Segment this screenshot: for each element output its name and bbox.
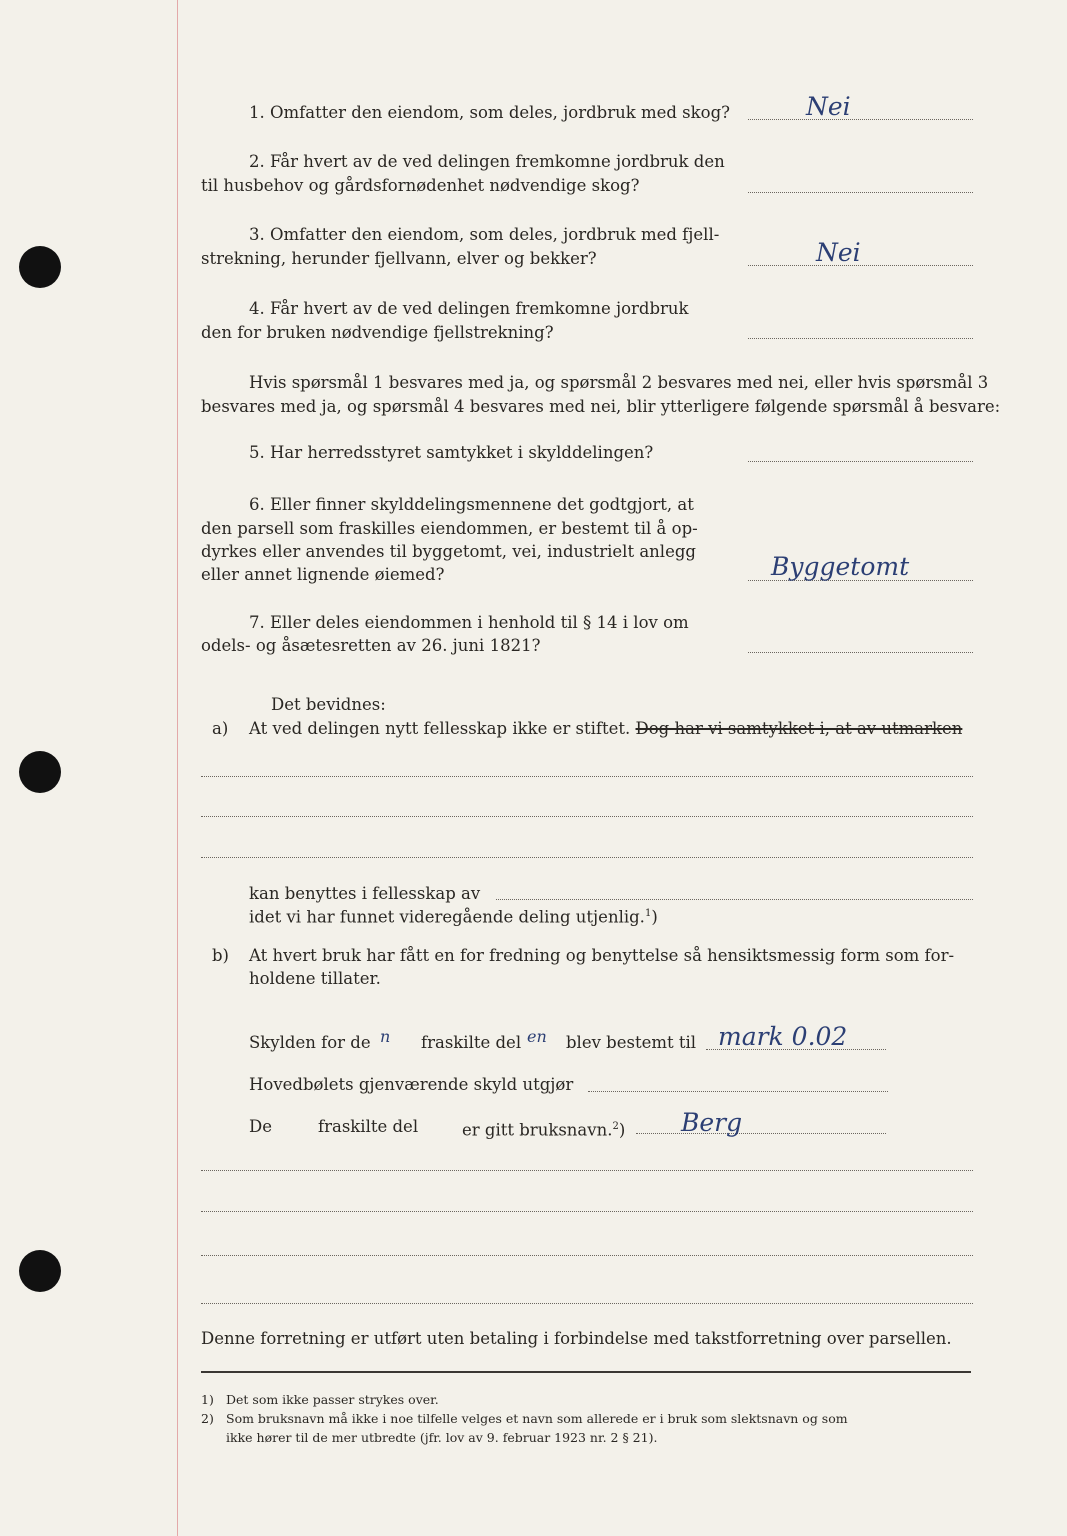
item-b-label: b) [212,946,229,965]
blank-line [201,857,973,858]
footnote-2-line-1: Som bruksnavn må ikke i noe tilfelle velges et navn som allerede er i bruk som slektsnavn og som [226,1411,848,1426]
item-a-struck-text: Dog har vi samtykket i, at av utmarken [635,719,963,738]
hovedbolet-text: Hovedbølets gjenværende skyld utgjør [249,1075,574,1094]
footnote-rule [201,1371,971,1373]
footnote-2-mark: 2) [201,1411,214,1426]
blank-line [201,1170,973,1171]
skyld-hand-1: n [380,1027,391,1046]
question-6-line-4: eller annet lignende øiemed? [201,565,445,584]
question-2-line-2: til husbehov og gårdsfornødenhet nødvendige skog? [201,176,640,195]
punch-hole [19,246,61,288]
footnote-1-mark: 1) [201,1392,214,1407]
fellesskap-text: kan benyttes i fellesskap av [249,884,481,903]
footnote-ref-1: 1 [644,908,652,919]
skyld-value: mark 0.02 [718,1022,848,1051]
question-5: 5. Har herredsstyret samtykket i skylddelingen? [249,443,654,462]
condition-line-2: besvares med ja, og spørsmål 4 besvares med nei, blir ytterligere følgende spørsmål å besvare: [201,397,1001,416]
fellesskap-line [496,899,973,900]
answer-line-1 [748,119,973,120]
item-a-label: a) [212,719,229,738]
bruksnavn-value: Berg [681,1108,743,1137]
question-6-line-3: dyrkes eller anvendes til byggetomt, vei, industrielt anlegg [201,542,696,561]
question-4-line-1: 4. Får hvert av de ved delingen fremkomne jordbruk [249,299,689,318]
punch-hole [19,1250,61,1292]
blank-line [201,816,973,817]
hovedbolet-line [588,1091,888,1092]
skyld-text-3: blev bestemt til [566,1033,697,1052]
bruksnavn-line [636,1133,886,1134]
margin-line [177,0,178,1536]
skyld-text-1: Skylden for de [249,1033,371,1052]
answer-3: Nei [816,238,861,267]
skyld-text-2: fraskilte del [421,1033,522,1052]
answer-line-5 [748,461,973,462]
utjenlig-text: idet vi har funnet videregående deling utjenlig.$^1$) [249,907,658,927]
skyld-hand-2: en [527,1027,547,1046]
blank-line [201,776,973,777]
answer-line-4 [748,338,973,339]
punch-hole [19,751,61,793]
footnote-ref-2: 2 [612,1121,619,1132]
item-a-text [249,718,962,740]
question-2-line-1: 2. Får hvert av de ved delingen fremkomne jordbruk den [249,152,725,171]
answer-line-2 [748,192,973,193]
answer-1: Nei [806,92,851,121]
blank-line [201,1303,973,1304]
question-7-line-1: 7. Eller deles eiendommen i henhold til § 14 i lov om [249,613,689,632]
item-b-line-2: holdene tillater. [249,969,381,988]
footnote-2-line-2: ikke hører til de mer utbredte (jfr. lov av 9. februar 1923 nr. 2 § 21). [226,1430,658,1445]
bruksnavn-fraskilte: fraskilte del [318,1117,419,1136]
answer-6: Byggetomt [771,552,910,581]
footnote-1: Det som ikke passer strykes over. [226,1392,439,1407]
condition-line-1: Hvis spørsmål 1 besvares med ja, og spørsmål 2 besvares med nei, eller hvis spørsmål 3 [249,373,989,392]
blank-line [201,1255,973,1256]
question-1: 1. Omfatter den eiendom, som deles, jordbruk med skog? [249,103,730,122]
question-3-line-1: 3. Omfatter den eiendom, som deles, jordbruk med fjell- [249,225,720,244]
bruksnavn-main: er gitt bruksnavn. [462,1120,613,1140]
utjenlig-main: idet vi har funnet videregående deling utjenlig. [249,907,645,927]
question-6-line-1: 6. Eller finner skylddelingsmennene det godtgjort, at [249,495,694,514]
bruksnavn-text: er gitt bruksnavn.$^2$) [462,1120,626,1140]
bevidnes-heading: Det bevidnes: [271,695,386,714]
closing-statement: Denne forretning er utført uten betaling i forbindelse med takstforretning over parsellen. [201,1329,952,1348]
blank-line [201,1211,973,1212]
item-a-main: At ved delingen nytt fellesskap ikke er stiftet. [249,719,631,738]
bruksnavn-de: De [249,1117,272,1136]
item-b-line-1: At hvert bruk har fått en for fredning og benyttelse så hensiktsmessig form som for- [249,946,955,965]
question-3-line-2: strekning, herunder fjellvann, elver og bekker? [201,249,597,268]
question-4-line-2: den for bruken nødvendige fjellstrekning? [201,323,554,342]
question-6-line-2: den parsell som fraskilles eiendommen, er bestemt til å op- [201,519,698,538]
question-7-line-2: odels- og åsætesretten av 26. juni 1821? [201,636,541,655]
answer-line-7 [748,652,973,653]
